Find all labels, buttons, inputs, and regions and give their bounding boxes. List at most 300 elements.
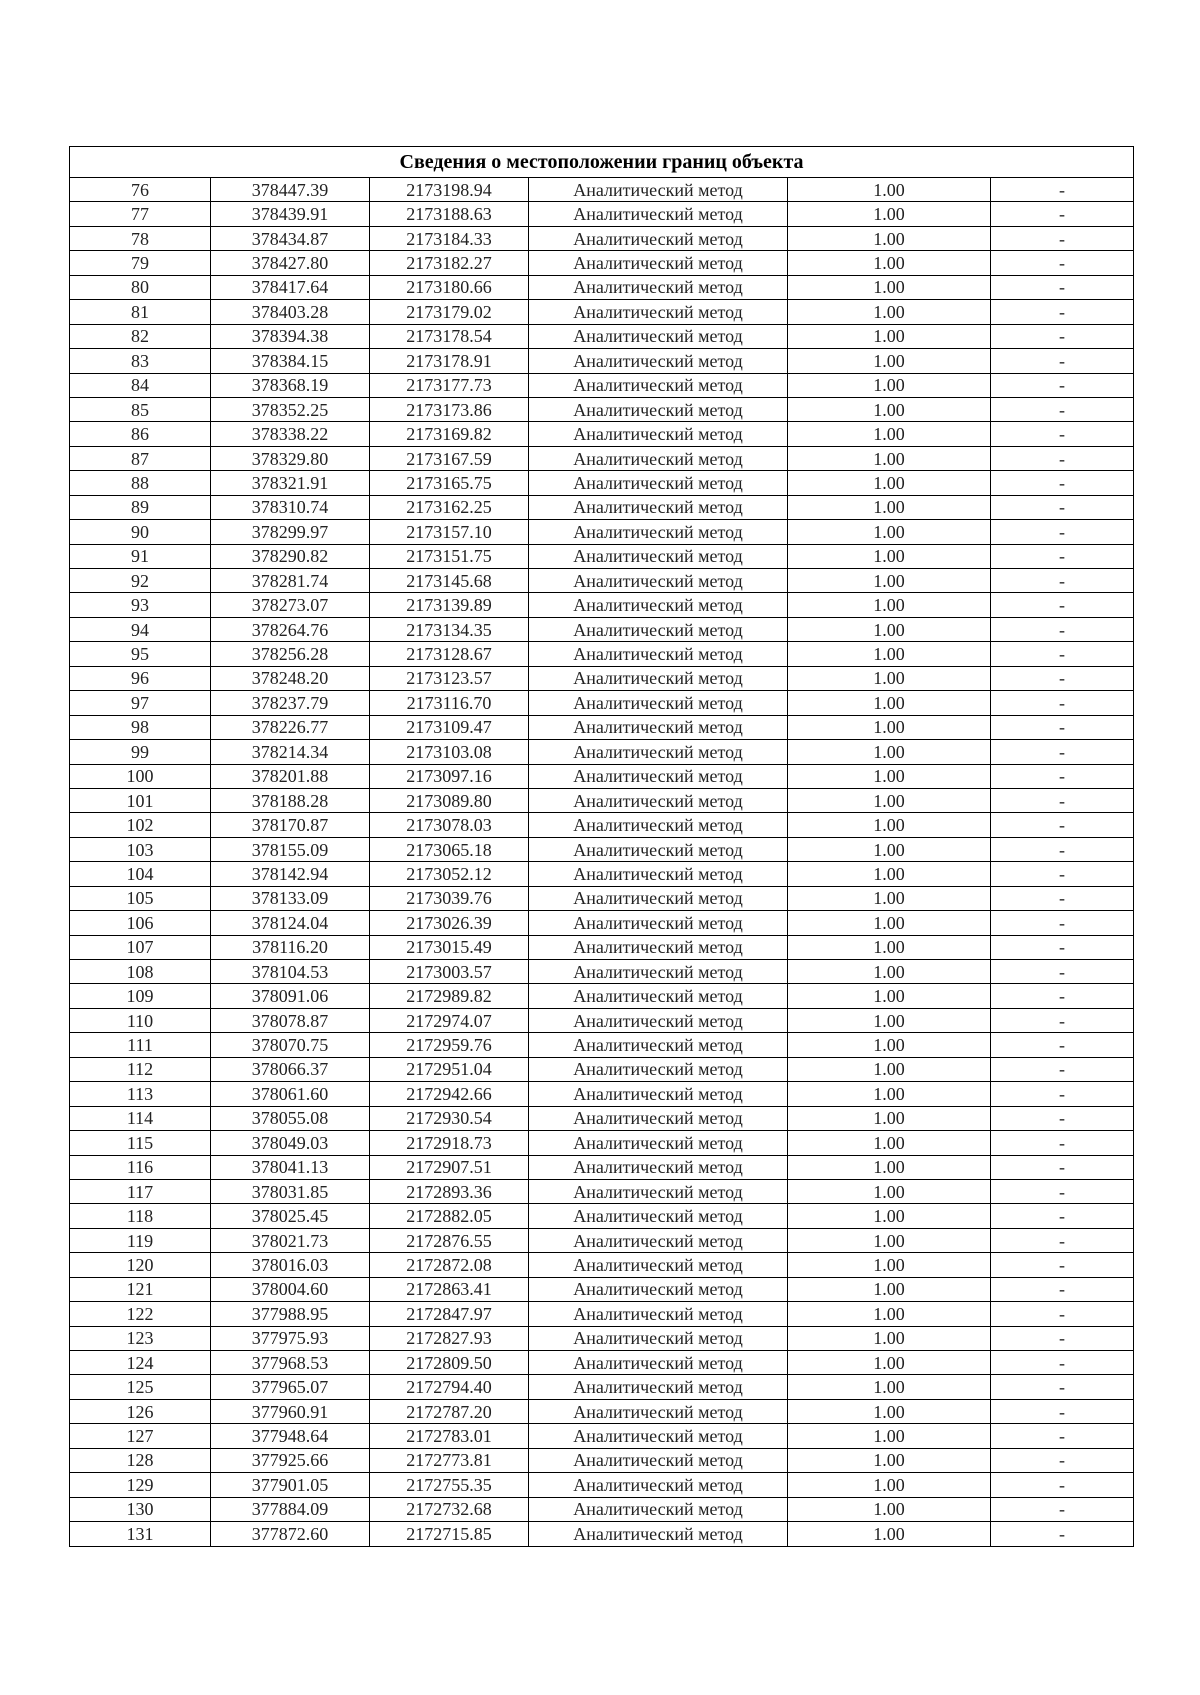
table-row (70, 935, 1134, 959)
determination-method-cell: Аналитический метод (529, 666, 788, 690)
point-number-cell: 81 (70, 300, 211, 324)
x-coordinate-cell: 378256.28 (211, 642, 370, 666)
determination-method-cell: Аналитический метод (529, 544, 788, 568)
y-coordinate-cell: 2173177.73 (370, 373, 529, 397)
y-coordinate-cell: 2172809.50 (370, 1351, 529, 1375)
description-cell: - (991, 1497, 1134, 1521)
x-coordinate-cell: 378273.07 (211, 593, 370, 617)
point-number-cell: 95 (70, 642, 211, 666)
y-coordinate-cell: 2173167.59 (370, 446, 529, 470)
point-number-cell: 103 (70, 837, 211, 861)
determination-method-cell: Аналитический метод (529, 226, 788, 250)
accuracy-cell: 1.00 (788, 471, 991, 495)
table-row (70, 911, 1134, 935)
determination-method-cell: Аналитический метод (529, 911, 788, 935)
x-coordinate-cell: 378237.79 (211, 691, 370, 715)
point-number-cell: 130 (70, 1497, 211, 1521)
point-number-cell: 118 (70, 1204, 211, 1228)
point-number-cell: 102 (70, 813, 211, 837)
point-number-cell: 96 (70, 666, 211, 690)
table-title-row (70, 147, 1134, 178)
y-coordinate-cell: 2173128.67 (370, 642, 529, 666)
table-row (70, 1033, 1134, 1057)
accuracy-cell: 1.00 (788, 1033, 991, 1057)
point-number-cell: 86 (70, 422, 211, 446)
accuracy-cell: 1.00 (788, 1131, 991, 1155)
x-coordinate-cell: 378281.74 (211, 569, 370, 593)
accuracy-cell: 1.00 (788, 764, 991, 788)
y-coordinate-cell: 2173165.75 (370, 471, 529, 495)
y-coordinate-cell: 2173180.66 (370, 275, 529, 299)
determination-method-cell: Аналитический метод (529, 373, 788, 397)
y-coordinate-cell: 2172974.07 (370, 1008, 529, 1032)
x-coordinate-cell: 377872.60 (211, 1522, 370, 1546)
y-coordinate-cell: 2173015.49 (370, 935, 529, 959)
point-number-cell: 126 (70, 1399, 211, 1423)
accuracy-cell: 1.00 (788, 324, 991, 348)
determination-method-cell: Аналитический метод (529, 520, 788, 544)
determination-method-cell: Аналитический метод (529, 1424, 788, 1448)
table-row (70, 1448, 1134, 1472)
point-number-cell: 105 (70, 886, 211, 910)
accuracy-cell: 1.00 (788, 495, 991, 519)
description-cell: - (991, 1351, 1134, 1375)
table-row (70, 1204, 1134, 1228)
accuracy-cell: 1.00 (788, 349, 991, 373)
point-number-cell: 123 (70, 1326, 211, 1350)
accuracy-cell: 1.00 (788, 275, 991, 299)
x-coordinate-cell: 378368.19 (211, 373, 370, 397)
x-coordinate-cell: 377925.66 (211, 1448, 370, 1472)
table-row (70, 1522, 1134, 1546)
accuracy-cell: 1.00 (788, 813, 991, 837)
table-row (70, 1106, 1134, 1130)
accuracy-cell: 1.00 (788, 862, 991, 886)
description-cell: - (991, 715, 1134, 739)
determination-method-cell: Аналитический метод (529, 1375, 788, 1399)
accuracy-cell: 1.00 (788, 520, 991, 544)
table-row (70, 569, 1134, 593)
description-cell: - (991, 788, 1134, 812)
x-coordinate-cell: 378066.37 (211, 1057, 370, 1081)
determination-method-cell: Аналитический метод (529, 324, 788, 348)
x-coordinate-cell: 378299.97 (211, 520, 370, 544)
determination-method-cell: Аналитический метод (529, 1302, 788, 1326)
accuracy-cell: 1.00 (788, 1522, 991, 1546)
y-coordinate-cell: 2172907.51 (370, 1155, 529, 1179)
determination-method-cell: Аналитический метод (529, 862, 788, 886)
x-coordinate-cell: 378321.91 (211, 471, 370, 495)
determination-method-cell: Аналитический метод (529, 764, 788, 788)
accuracy-cell: 1.00 (788, 1057, 991, 1081)
table-row (70, 642, 1134, 666)
y-coordinate-cell: 2172732.68 (370, 1497, 529, 1521)
y-coordinate-cell: 2172872.08 (370, 1253, 529, 1277)
point-number-cell: 111 (70, 1033, 211, 1057)
description-cell: - (991, 300, 1134, 324)
table-row (70, 740, 1134, 764)
determination-method-cell: Аналитический метод (529, 593, 788, 617)
y-coordinate-cell: 2173157.10 (370, 520, 529, 544)
accuracy-cell: 1.00 (788, 373, 991, 397)
point-number-cell: 77 (70, 202, 211, 226)
determination-method-cell: Аналитический метод (529, 397, 788, 421)
description-cell: - (991, 226, 1134, 250)
point-number-cell: 104 (70, 862, 211, 886)
point-number-cell: 114 (70, 1106, 211, 1130)
accuracy-cell: 1.00 (788, 1424, 991, 1448)
determination-method-cell: Аналитический метод (529, 740, 788, 764)
x-coordinate-cell: 377960.91 (211, 1399, 370, 1423)
table-row (70, 593, 1134, 617)
x-coordinate-cell: 377901.05 (211, 1473, 370, 1497)
point-number-cell: 129 (70, 1473, 211, 1497)
table-row (70, 1424, 1134, 1448)
description-cell: - (991, 495, 1134, 519)
table-row (70, 1228, 1134, 1252)
accuracy-cell: 1.00 (788, 569, 991, 593)
point-number-cell: 100 (70, 764, 211, 788)
y-coordinate-cell: 2172794.40 (370, 1375, 529, 1399)
y-coordinate-cell: 2172942.66 (370, 1082, 529, 1106)
point-number-cell: 128 (70, 1448, 211, 1472)
description-cell: - (991, 1057, 1134, 1081)
description-cell: - (991, 1033, 1134, 1057)
point-number-cell: 110 (70, 1008, 211, 1032)
point-number-cell: 122 (70, 1302, 211, 1326)
description-cell: - (991, 617, 1134, 641)
accuracy-cell: 1.00 (788, 1253, 991, 1277)
boundary-coordinates-table (69, 146, 1134, 1547)
y-coordinate-cell: 2173173.86 (370, 397, 529, 421)
x-coordinate-cell: 378061.60 (211, 1082, 370, 1106)
description-cell: - (991, 178, 1134, 202)
point-number-cell: 99 (70, 740, 211, 764)
point-number-cell: 117 (70, 1179, 211, 1203)
description-cell: - (991, 422, 1134, 446)
description-cell: - (991, 1179, 1134, 1203)
description-cell: - (991, 202, 1134, 226)
accuracy-cell: 1.00 (788, 178, 991, 202)
y-coordinate-cell: 2172787.20 (370, 1399, 529, 1423)
determination-method-cell: Аналитический метод (529, 275, 788, 299)
description-cell: - (991, 1106, 1134, 1130)
description-cell: - (991, 397, 1134, 421)
table-body (70, 178, 1134, 1547)
x-coordinate-cell: 377884.09 (211, 1497, 370, 1521)
point-number-cell: 124 (70, 1351, 211, 1375)
description-cell: - (991, 1228, 1134, 1252)
point-number-cell: 120 (70, 1253, 211, 1277)
description-cell: - (991, 593, 1134, 617)
point-number-cell: 94 (70, 617, 211, 641)
table-row (70, 1082, 1134, 1106)
table-row (70, 886, 1134, 910)
description-cell: - (991, 740, 1134, 764)
x-coordinate-cell: 377975.93 (211, 1326, 370, 1350)
determination-method-cell: Аналитический метод (529, 960, 788, 984)
accuracy-cell: 1.00 (788, 886, 991, 910)
table-row (70, 862, 1134, 886)
determination-method-cell: Аналитический метод (529, 1326, 788, 1350)
determination-method-cell: Аналитический метод (529, 935, 788, 959)
table-row (70, 617, 1134, 641)
description-cell: - (991, 960, 1134, 984)
description-cell: - (991, 275, 1134, 299)
table-row (70, 1399, 1134, 1423)
table-row (70, 666, 1134, 690)
description-cell: - (991, 544, 1134, 568)
y-coordinate-cell: 2173188.63 (370, 202, 529, 226)
accuracy-cell: 1.00 (788, 1204, 991, 1228)
table-row (70, 275, 1134, 299)
accuracy-cell: 1.00 (788, 397, 991, 421)
accuracy-cell: 1.00 (788, 740, 991, 764)
description-cell: - (991, 984, 1134, 1008)
y-coordinate-cell: 2173065.18 (370, 837, 529, 861)
description-cell: - (991, 569, 1134, 593)
table-row (70, 251, 1134, 275)
x-coordinate-cell: 377968.53 (211, 1351, 370, 1375)
accuracy-cell: 1.00 (788, 1448, 991, 1472)
description-cell: - (991, 666, 1134, 690)
accuracy-cell: 1.00 (788, 837, 991, 861)
table-row (70, 1351, 1134, 1375)
description-cell: - (991, 324, 1134, 348)
description-cell: - (991, 886, 1134, 910)
y-coordinate-cell: 2173123.57 (370, 666, 529, 690)
accuracy-cell: 1.00 (788, 1155, 991, 1179)
accuracy-cell: 1.00 (788, 788, 991, 812)
determination-method-cell: Аналитический метод (529, 251, 788, 275)
point-number-cell: 116 (70, 1155, 211, 1179)
accuracy-cell: 1.00 (788, 1399, 991, 1423)
accuracy-cell: 1.00 (788, 691, 991, 715)
determination-method-cell: Аналитический метод (529, 837, 788, 861)
accuracy-cell: 1.00 (788, 715, 991, 739)
x-coordinate-cell: 378170.87 (211, 813, 370, 837)
x-coordinate-cell: 378070.75 (211, 1033, 370, 1057)
point-number-cell: 113 (70, 1082, 211, 1106)
accuracy-cell: 1.00 (788, 1277, 991, 1301)
point-number-cell: 131 (70, 1522, 211, 1546)
description-cell: - (991, 446, 1134, 470)
x-coordinate-cell: 378016.03 (211, 1253, 370, 1277)
determination-method-cell: Аналитический метод (529, 300, 788, 324)
point-number-cell: 93 (70, 593, 211, 617)
point-number-cell: 106 (70, 911, 211, 935)
y-coordinate-cell: 2172959.76 (370, 1033, 529, 1057)
determination-method-cell: Аналитический метод (529, 1204, 788, 1228)
description-cell: - (991, 373, 1134, 397)
description-cell: - (991, 862, 1134, 886)
table-row (70, 1302, 1134, 1326)
x-coordinate-cell: 378124.04 (211, 911, 370, 935)
x-coordinate-cell: 378248.20 (211, 666, 370, 690)
y-coordinate-cell: 2173026.39 (370, 911, 529, 935)
accuracy-cell: 1.00 (788, 1473, 991, 1497)
y-coordinate-cell: 2173169.82 (370, 422, 529, 446)
point-number-cell: 98 (70, 715, 211, 739)
determination-method-cell: Аналитический метод (529, 422, 788, 446)
determination-method-cell: Аналитический метод (529, 202, 788, 226)
description-cell: - (991, 471, 1134, 495)
determination-method-cell: Аналитический метод (529, 1082, 788, 1106)
x-coordinate-cell: 378439.91 (211, 202, 370, 226)
y-coordinate-cell: 2173097.16 (370, 764, 529, 788)
determination-method-cell: Аналитический метод (529, 715, 788, 739)
y-coordinate-cell: 2172882.05 (370, 1204, 529, 1228)
determination-method-cell: Аналитический метод (529, 569, 788, 593)
determination-method-cell: Аналитический метод (529, 691, 788, 715)
table-row (70, 202, 1134, 226)
x-coordinate-cell: 378403.28 (211, 300, 370, 324)
determination-method-cell: Аналитический метод (529, 495, 788, 519)
table-row (70, 349, 1134, 373)
y-coordinate-cell: 2173178.54 (370, 324, 529, 348)
table-row (70, 1057, 1134, 1081)
y-coordinate-cell: 2173182.27 (370, 251, 529, 275)
determination-method-cell: Аналитический метод (529, 1228, 788, 1252)
description-cell: - (991, 1253, 1134, 1277)
x-coordinate-cell: 378214.34 (211, 740, 370, 764)
y-coordinate-cell: 2172783.01 (370, 1424, 529, 1448)
y-coordinate-cell: 2173103.08 (370, 740, 529, 764)
x-coordinate-cell: 378004.60 (211, 1277, 370, 1301)
description-cell: - (991, 935, 1134, 959)
y-coordinate-cell: 2173179.02 (370, 300, 529, 324)
accuracy-cell: 1.00 (788, 1008, 991, 1032)
table-row (70, 1277, 1134, 1301)
table-row (70, 1179, 1134, 1203)
accuracy-cell: 1.00 (788, 666, 991, 690)
x-coordinate-cell: 378447.39 (211, 178, 370, 202)
description-cell: - (991, 1448, 1134, 1472)
point-number-cell: 107 (70, 935, 211, 959)
x-coordinate-cell: 378031.85 (211, 1179, 370, 1203)
y-coordinate-cell: 2172863.41 (370, 1277, 529, 1301)
description-cell: - (991, 1131, 1134, 1155)
table-row (70, 300, 1134, 324)
determination-method-cell: Аналитический метод (529, 642, 788, 666)
accuracy-cell: 1.00 (788, 446, 991, 470)
determination-method-cell: Аналитический метод (529, 984, 788, 1008)
determination-method-cell: Аналитический метод (529, 1351, 788, 1375)
y-coordinate-cell: 2172773.81 (370, 1448, 529, 1472)
y-coordinate-cell: 2173198.94 (370, 178, 529, 202)
determination-method-cell: Аналитический метод (529, 1497, 788, 1521)
x-coordinate-cell: 378352.25 (211, 397, 370, 421)
x-coordinate-cell: 378290.82 (211, 544, 370, 568)
determination-method-cell: Аналитический метод (529, 617, 788, 641)
accuracy-cell: 1.00 (788, 300, 991, 324)
point-number-cell: 82 (70, 324, 211, 348)
table-row (70, 1008, 1134, 1032)
x-coordinate-cell: 378310.74 (211, 495, 370, 519)
point-number-cell: 84 (70, 373, 211, 397)
point-number-cell: 125 (70, 1375, 211, 1399)
determination-method-cell: Аналитический метод (529, 1106, 788, 1130)
determination-method-cell: Аналитический метод (529, 886, 788, 910)
table-row (70, 495, 1134, 519)
point-number-cell: 91 (70, 544, 211, 568)
y-coordinate-cell: 2173139.89 (370, 593, 529, 617)
table-row (70, 1155, 1134, 1179)
table-row (70, 984, 1134, 1008)
accuracy-cell: 1.00 (788, 1497, 991, 1521)
x-coordinate-cell: 378264.76 (211, 617, 370, 641)
x-coordinate-cell: 378025.45 (211, 1204, 370, 1228)
point-number-cell: 80 (70, 275, 211, 299)
determination-method-cell: Аналитический метод (529, 349, 788, 373)
y-coordinate-cell: 2172930.54 (370, 1106, 529, 1130)
description-cell: - (991, 1473, 1134, 1497)
accuracy-cell: 1.00 (788, 251, 991, 275)
y-coordinate-cell: 2173039.76 (370, 886, 529, 910)
accuracy-cell: 1.00 (788, 1302, 991, 1326)
y-coordinate-cell: 2172893.36 (370, 1179, 529, 1203)
determination-method-cell: Аналитический метод (529, 813, 788, 837)
table-row (70, 397, 1134, 421)
accuracy-cell: 1.00 (788, 1326, 991, 1350)
accuracy-cell: 1.00 (788, 1375, 991, 1399)
table-row (70, 446, 1134, 470)
table-row (70, 373, 1134, 397)
point-number-cell: 119 (70, 1228, 211, 1252)
table-row (70, 1497, 1134, 1521)
table-row (70, 324, 1134, 348)
y-coordinate-cell: 2173109.47 (370, 715, 529, 739)
x-coordinate-cell: 378041.13 (211, 1155, 370, 1179)
description-cell: - (991, 837, 1134, 861)
table-row (70, 764, 1134, 788)
x-coordinate-cell: 378417.64 (211, 275, 370, 299)
table-row (70, 691, 1134, 715)
accuracy-cell: 1.00 (788, 1351, 991, 1375)
x-coordinate-cell: 378104.53 (211, 960, 370, 984)
x-coordinate-cell: 378091.06 (211, 984, 370, 1008)
y-coordinate-cell: 2173162.25 (370, 495, 529, 519)
y-coordinate-cell: 2172755.35 (370, 1473, 529, 1497)
table-row (70, 544, 1134, 568)
table-title: Сведения о местоположении границ объекта (70, 147, 1134, 178)
table-row (70, 837, 1134, 861)
x-coordinate-cell: 378201.88 (211, 764, 370, 788)
description-cell: - (991, 251, 1134, 275)
x-coordinate-cell: 378384.15 (211, 349, 370, 373)
y-coordinate-cell: 2173151.75 (370, 544, 529, 568)
y-coordinate-cell: 2172989.82 (370, 984, 529, 1008)
accuracy-cell: 1.00 (788, 202, 991, 226)
point-number-cell: 101 (70, 788, 211, 812)
x-coordinate-cell: 378142.94 (211, 862, 370, 886)
y-coordinate-cell: 2173178.91 (370, 349, 529, 373)
point-number-cell: 112 (70, 1057, 211, 1081)
y-coordinate-cell: 2172918.73 (370, 1131, 529, 1155)
x-coordinate-cell: 378116.20 (211, 935, 370, 959)
table-row (70, 1131, 1134, 1155)
point-number-cell: 90 (70, 520, 211, 544)
table-row (70, 788, 1134, 812)
table-row (70, 178, 1134, 202)
table-row (70, 813, 1134, 837)
point-number-cell: 92 (70, 569, 211, 593)
determination-method-cell: Аналитический метод (529, 178, 788, 202)
table-row (70, 1253, 1134, 1277)
description-cell: - (991, 1424, 1134, 1448)
y-coordinate-cell: 2173089.80 (370, 788, 529, 812)
determination-method-cell: Аналитический метод (529, 1033, 788, 1057)
